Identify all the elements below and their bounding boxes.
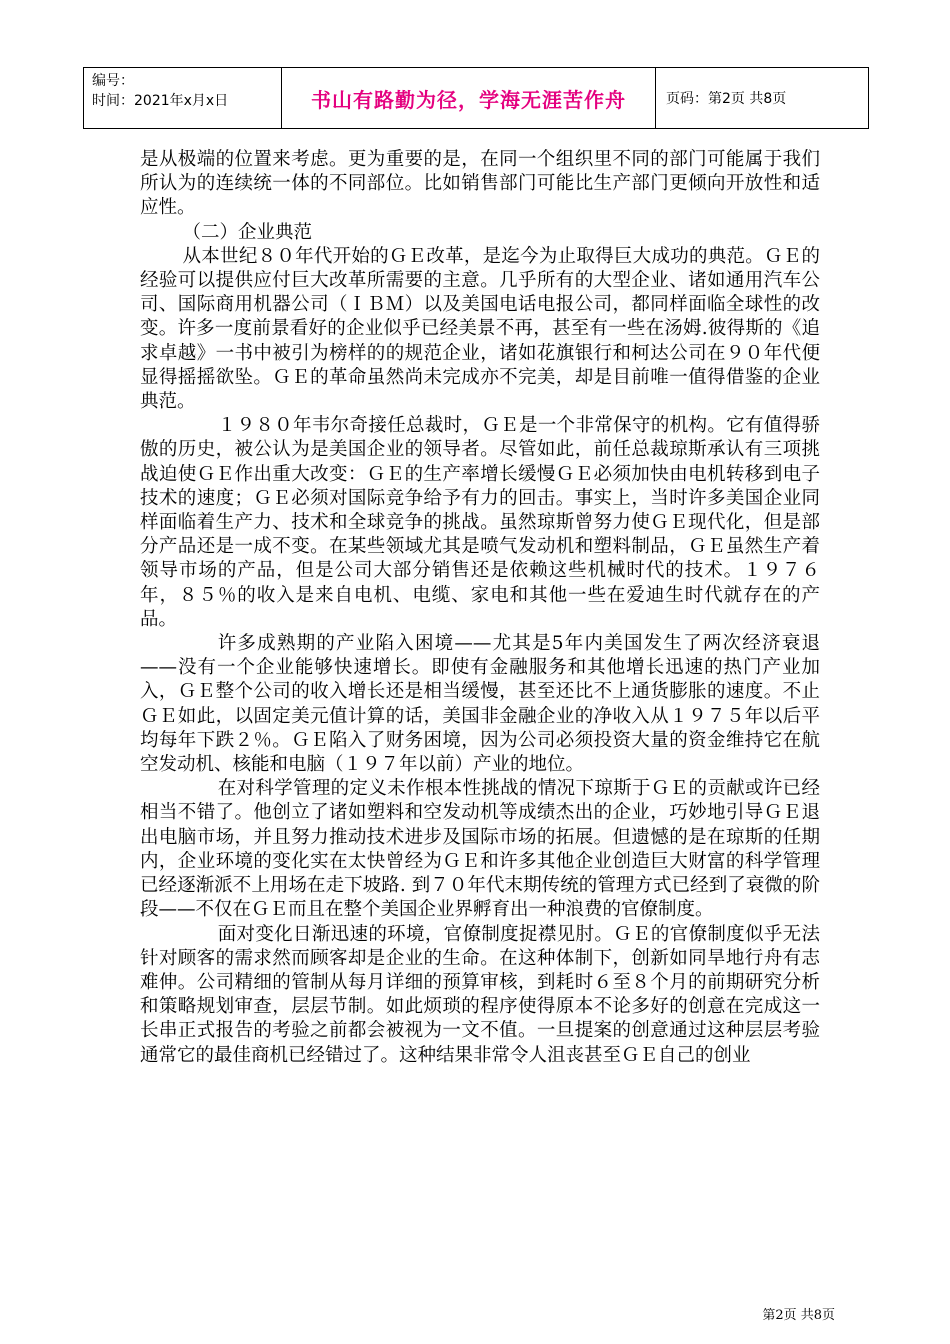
header-motto: 书山有路勤为径，学海无涯苦作舟: [311, 87, 626, 112]
header-page-cell: [656, 68, 868, 128]
page-footer: 第2页 共8页: [762, 1308, 835, 1323]
header-page-number: 页码：第2页 共8页: [666, 91, 787, 107]
header-meta: [84, 68, 282, 128]
body-paragraph-3: １９８０年韦尔奇接任总裁时，ＧＥ是一个非常保守的机构。它有值得骄傲的历史，被公认为是美国企业的领导者。尽管如此，前任总裁琼斯承认有三项挑战迫使ＧＥ作出重大改变：ＧＥ的生产率增长缓慢ＧＥ必须加快由电机转移到电子技术的速度；ＧＥ必须对国际竞争给予有力的回击。事实上，当时许多美国企业同样面临着生产力、技术和全球竞争的挑战。虽然琼斯曾努力使ＧＥ现代化，但是部分产品还是一成不变。在某些领域尤其是喷气发动机和塑料制品，ＧＥ虽然生产着领导市场的产品，但是公司大部分销售还是依赖这些机械时代的技术。１９７６年，８５％的收入是来自电机、电缆、家电和其他一些在爱迪生时代就存在的产品。: [140, 415, 820, 630]
document-time-label: 时间：2021年x月x日: [92, 93, 229, 109]
document-body: [140, 148, 820, 1068]
body-paragraph-2: 从本世纪８０年代开始的ＧＥ改革，是迄今为止取得巨大成功的典范。ＧＥ的经验可以提供应付巨大改革所需要的主意。几乎所有的大型企业、诸如通用汽车公司、国际商用机器公司（ＩＢＭ）以及美国电话电报公司，都同样面临全球性的改变。许多一度前景看好的企业似乎已经美景不再，甚至有一些在汤姆.彼得斯的《追求卓越》一书中被引为榜样的的规范企业，诸如花旗银行和柯达公司在９０年代便显得摇摇欲坠。ＧＥ的革命虽然尚未完成亦不完美，却是目前唯一值得借鉴的企业典范。: [140, 245, 820, 413]
section-heading: （二）企业典范: [182, 221, 313, 243]
page-header: [83, 67, 869, 129]
header-motto-cell: [282, 68, 656, 128]
body-paragraph-6: 面对变化日渐迅速的环境，官僚制度捉襟见肘。ＧＥ的官僚制度似乎无法针对顾客的需求然而顾客却是企业的生命。在这种体制下，创新如同旱地行舟有志难伸。公司精细的管制从每月详细的预算审核，到耗时６至８个月的前期研究分析和策略规划审查，层层节制。如此烦琐的程序使得原本不论多好的创意在完成这一长串正式报告的考验之前都会被视为一文不值。一旦提案的创意通过这种层层考验通常它的最佳商机已经错过了。这种结果非常令人沮丧甚至ＧＥ自己的创业: [140, 923, 820, 1066]
document-number-label: 编号：: [92, 73, 134, 89]
body-paragraph-4: 许多成熟期的产业陷入困境——尤其是5年内美国发生了两次经济衰退——没有一个企业能够快速增长。即使有金融服务和其他增长迅速的热门产业加入，ＧＥ整个公司的收入增长还是相当缓慢，甚至还比不上通货膨胀的速度。不止ＧＥ如此，以固定美元值计算的话，美国非金融企业的净收入从１９７５年以后平均每年下跌２％。ＧＥ陷入了财务困境，因为公司必须投资大量的资金维持它在航空发动机、核能和电脑（１９７年以前）产业的地位。: [140, 633, 820, 776]
body-paragraph-5: 在对科学管理的定义未作根本性挑战的情况下琼斯于ＧＥ的贡献或许已经相当不错了。他创立了诸如塑料和空发动机等成绩杰出的企业，巧妙地引导ＧＥ退出电脑市场，并且努力推动技术进步及国际市场的拓展。但遗憾的是在琼斯的任期内，企业环境的变化实在太快曾经为ＧＥ和许多其他企业创造巨大财富的科学管理已经逐渐派不上用场在走下坡路. 到７０年代末期传统的管理方式已经到了衰微的阶段——不仅在ＧＥ而且在整个美国企业界孵育出一种浪费的官僚制度。: [140, 778, 820, 921]
body-paragraph-1: 是从极端的位置来考虑。更为重要的是，在同一个组织里不同的部门可能属于我们所认为的连续统一体的不同部位。比如销售部门可能比生产部门更倾向开放性和适应性。: [140, 149, 820, 219]
